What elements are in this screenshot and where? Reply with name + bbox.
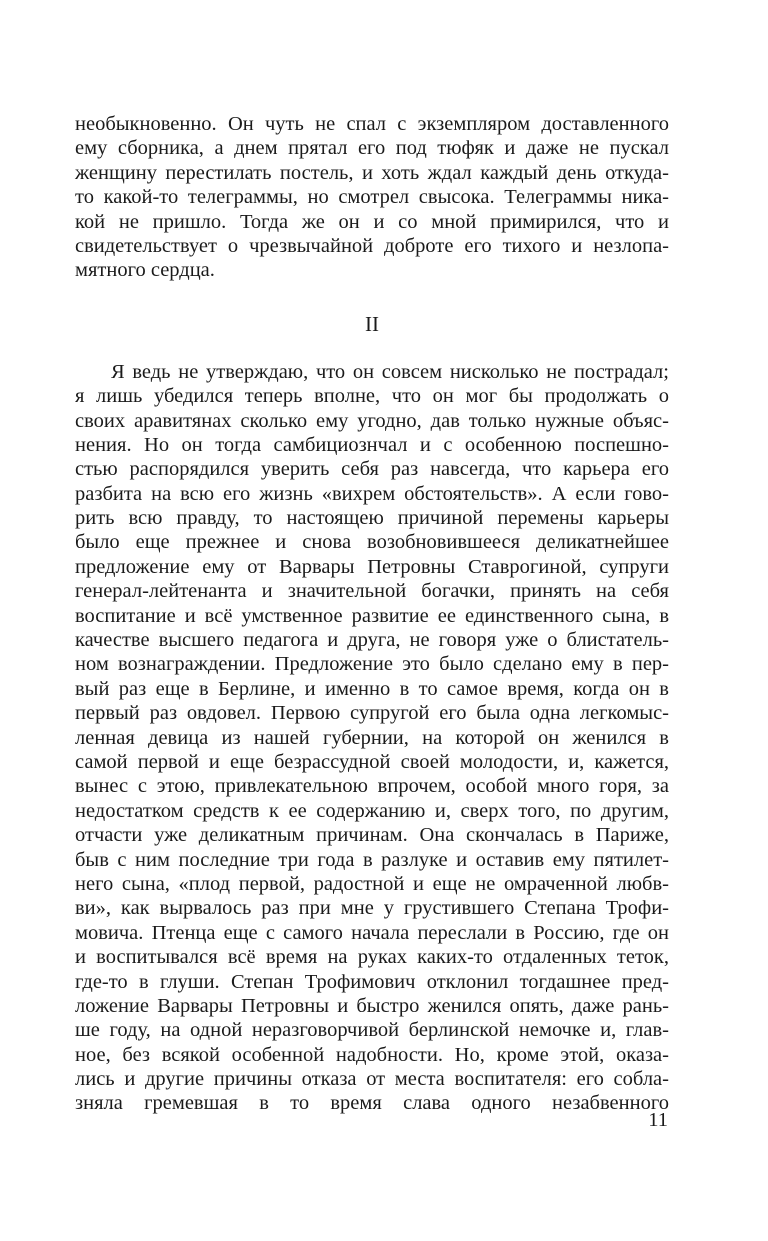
text-line: него сына, «плод первой, радостной и еще не омраченной любв- <box>75 872 669 895</box>
text-line: было еще прежнее и снова возобновившееся деликатнейшее <box>75 531 669 554</box>
page-text <box>75 112 669 1116</box>
text-line: ложение Варвары Петровны и быстро женился опять, даже рань- <box>75 994 669 1017</box>
text-line: Я ведь не утверждаю, что он совсем нисколько не пострадал; <box>111 360 669 383</box>
text-line: ленная девица из нашей губернии, на которой он женился в <box>75 726 669 749</box>
text-line: быв с ним последние три года в разлуке и оставив ему пятилет- <box>75 848 669 871</box>
text-line: мятного сердца. <box>75 259 215 282</box>
text-line: отчасти уже деликатным причинам. Она скончалась в Париже, <box>75 824 669 847</box>
text-line: рить всю правду, то настоящею причиной перемены карьеры <box>75 507 669 530</box>
text-line: женщину перестилать постель, и хоть ждал каждый день откуда- <box>75 161 669 184</box>
page-number: 11 <box>648 1109 668 1131</box>
text-line: я лишь убедился теперь вполне, что он мог бы продолжать о <box>75 385 669 408</box>
text-line: ви», как вырвалось раз при мне у грустившего Степана Трофи- <box>75 897 669 920</box>
text-line: кой не пришло. Тогда же он и со мной примирился, что и <box>75 210 669 233</box>
text-line: свидетельствует о чрезвычайной доброте его тихого и незлопа- <box>75 234 669 257</box>
text-line: нения. Но он тогда самбициознчал и с особенною поспешно- <box>75 433 669 456</box>
paragraph-1 <box>75 112 669 283</box>
text-line: генерал-лейтенанта и значительной богачки, принять на себя <box>75 580 669 603</box>
text-line: ном вознаграждении. Предложение это было сделано ему в пер- <box>75 653 669 676</box>
text-line: воспитание и всё умственное развитие ее единственного сына, в <box>75 604 669 627</box>
text-line: первый раз овдовел. Первою супругой его была одна легкомыс- <box>75 702 669 725</box>
text-line: самой первой и еще безрассудной своей молодости, и, кажется, <box>75 750 669 773</box>
text-line: вынес с этою, привлекательною впрочем, особой много горя, за <box>75 775 669 798</box>
text-line: то какой-то телеграммы, но смотрел свысока. Телеграммы ника- <box>75 186 669 209</box>
text-line: мовича. Птенца еще с самого начала переслали в Россию, где он <box>75 921 669 944</box>
paragraph-2 <box>75 360 669 1116</box>
text-line: качестве высшего педагога и друга, не говоря уже о блистатель- <box>75 629 669 652</box>
text-line: где-то в глуши. Степан Трофимович отклонил тогдашнее пред- <box>75 970 669 993</box>
text-line: предложение ему от Варвары Петровны Ставрогиной, супруги <box>75 555 669 578</box>
text-line: ше году, на одной неразговорчивой берлинской немочке и, глав- <box>75 1019 669 1042</box>
text-line: вый раз еще в Берлине, и именно в то самое время, когда он в <box>75 677 669 700</box>
text-line: стью распорядился уверить себя раз навсегда, что карьера его <box>75 458 669 481</box>
text-line: необыкновенно. Он чуть не спал с экземпляром доставленного <box>75 113 669 135</box>
text-line: зняла гремевшая в то время слава одного незабвенного <box>75 1092 669 1115</box>
text-line: ное, без всякой особенной надобности. Но, кроме этой, оказа- <box>75 1043 669 1066</box>
text-line: и воспитывался всё время на руках каких-то отдаленных теток, <box>75 946 669 969</box>
text-line: разбита на всю его жизнь «вихрем обстоятельств». А если гово- <box>75 482 669 505</box>
text-line: ему сборника, а днем прятал его под тюфяк и даже не пускал <box>75 137 669 160</box>
text-line: своих аравитянах сколько ему угодно, дав только нужные объяс- <box>75 409 669 432</box>
text-line: недостатком средств к ее содержанию и, сверх того, по другим, <box>75 799 669 822</box>
text-line: лись и другие причины отказа от места воспитателя: его собла- <box>75 1068 669 1091</box>
chapter-heading: II <box>365 311 379 336</box>
